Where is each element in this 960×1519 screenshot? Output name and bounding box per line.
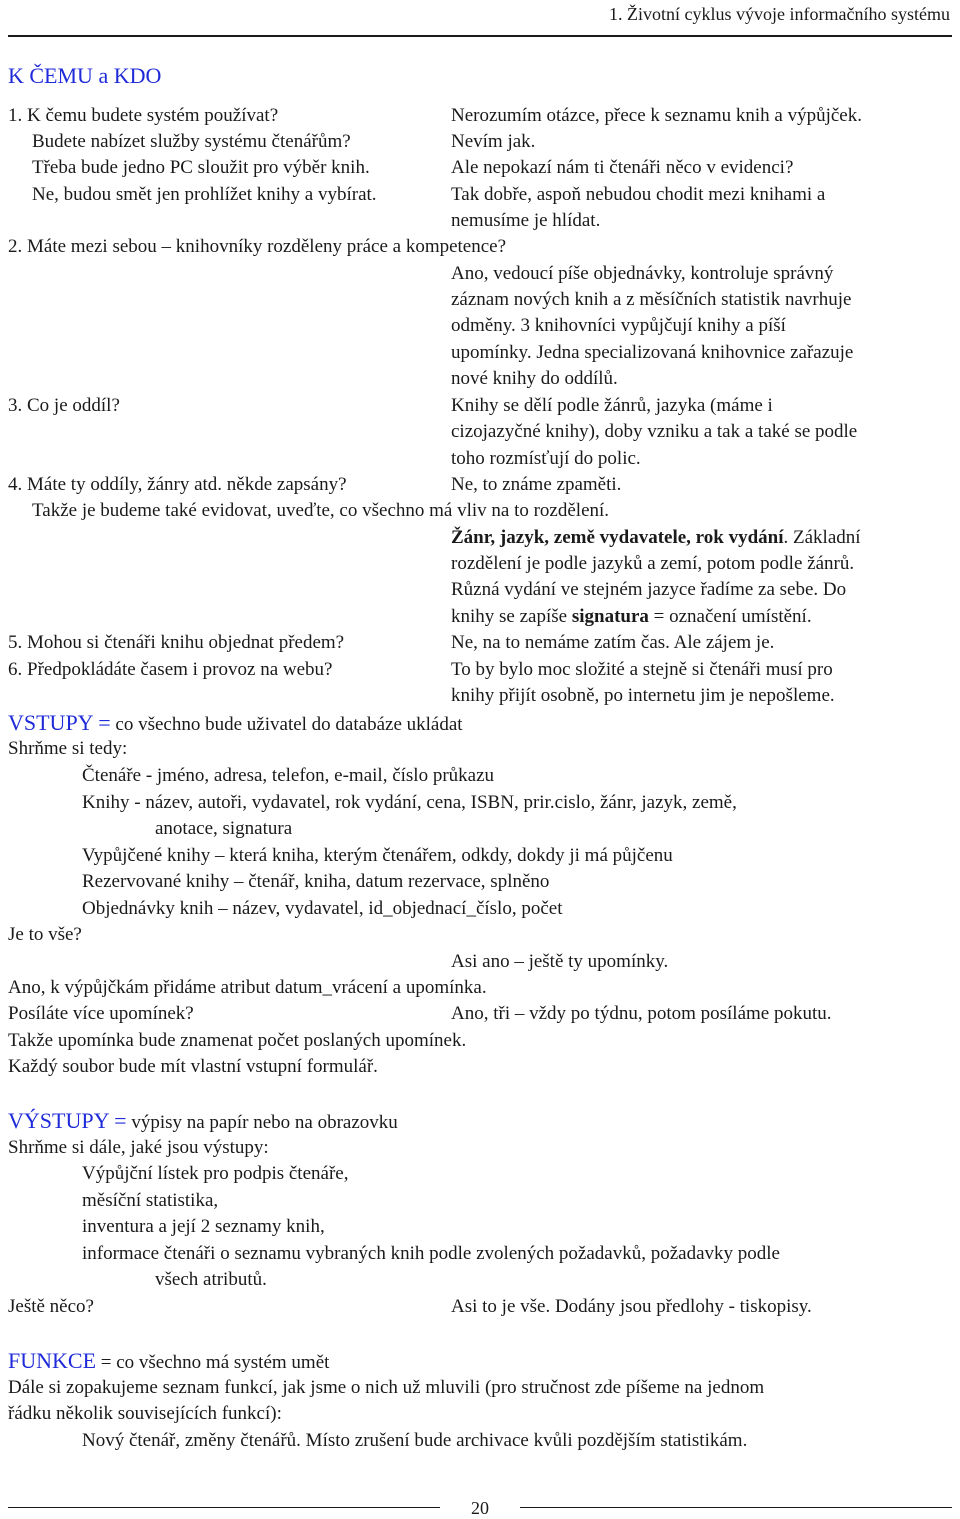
vstupy-answer-upominky: Ano, tři – vždy po týdnu, potom posíláme pokutu. [451,1003,832,1024]
answer-4b-bold: Žánr, jazyk, země vydavatele, rok vydání [451,527,784,548]
answer-6-line1: To by bylo moc složité a stejně si čtenáři musí pro [451,659,833,680]
answer-1: Nerozumím otázce, přece k seznamu knih a výpůjček. [451,105,862,126]
vstupy-item-rezervovane: Rezervované knihy – čtenář, kniha, datum rezervace, splněno [82,871,550,892]
question-1c: Třeba bude jedno PC sloužit pro výběr knih. [32,157,370,178]
question-2: 2. Máte mezi sebou – knihovníky rozděleny práce a kompetence? [8,236,507,257]
answer-3-line2: cizojazyčné knihy), doby vzniku a tak a také se podle [451,421,858,442]
vystupy-description: výpisy na papír nebo na obrazovku [126,1112,398,1133]
question-4b: Takže je budeme také evidovat, uveďte, co všechno má vliv na to rozdělení. [32,500,610,521]
answer-4b-line3: Různá vydání ve stejném jazyce řadíme za sebe. Do [451,579,847,600]
funkce-item-ctenar: Nový čtenář, změny čtenářů. Místo zrušení bude archivace kvůli pozdějším statistikám. [82,1430,748,1451]
question-6: 6. Předpokládáte časem i provoz na webu? [8,659,333,680]
question-5: 5. Mohou si čtenáři knihu objednat předem? [8,632,345,653]
answer-1d-line1: Tak dobře, aspoň nebudou chodit mezi knihami a [451,184,826,205]
section-heading-vstupy [8,711,463,735]
answer-2-line2: záznam nových knih a z měsíčních statistik navrhuje [451,289,852,310]
vstupy-line-upominka: Takže upomínka bude znamenat počet poslaných upomínek. [8,1030,467,1051]
question-1d: Ne, budou smět jen prohlížet knihy a vybírat. [32,184,377,205]
vstupy-item-vypujcene: Vypůjčené knihy – která kniha, kterým čtenářem, odkdy, dokdy ji má půjčenu [82,845,673,866]
header-rule [8,35,952,37]
answer-4b-line1-rest: . Základní [783,527,861,548]
vystupy-intro: Shrňme si dále, jaké jsou výstupy: [8,1137,269,1158]
vystupy-answer: Asi to je vše. Dodány jsou předlohy - tiskopisy. [451,1296,812,1317]
vstupy-description: co všechno bude uživatel do databáze ukládat [110,714,463,735]
answer-3-line3: toho rozmísťují do polic. [451,448,641,469]
question-3: 3. Co je oddíl? [8,395,120,416]
vystupy-label: VÝSTUPY = [8,1108,127,1133]
vystupy-item-statistika: měsíční statistika, [82,1190,219,1211]
question-1: 1. K čemu budete systém používat? [8,105,279,126]
answer-4: Ne, to známe zpaměti. [451,474,622,495]
funkce-line2: řádku několik souvisejících funkcí): [8,1403,282,1424]
section-heading-vystupy [8,1109,398,1133]
vstupy-line-atribut: Ano, k výpůjčkám přidáme atribut datum_vrácení a upomínka. [8,977,487,998]
answer-5: Ne, na to nemáme zatím čas. Ale zájem je. [451,632,775,653]
answer-2-line4: upomínky. Jedna specializovaná knihovnice zařazuje [451,342,854,363]
answer-1c: Ale nepokazí nám ti čtenáři něco v evidenci? [451,157,794,178]
vstupy-question-upominky: Posíláte více upomínek? [8,1003,194,1024]
vstupy-item-knihy-line1: Knihy - název, autoři, vydavatel, rok vydání, cena, ISBN, prir.cislo, žánr, jazyk, země, [82,792,737,813]
vstupy-answer: Asi ano – ještě ty upomínky. [451,951,669,972]
answer-4b-line4-post: = označení umístění. [648,606,812,627]
funkce-description: = co všechno má systém umět [96,1352,330,1373]
vystupy-item-inventura: inventura a její 2 seznamy knih, [82,1216,325,1237]
answer-4b-line2: rozdělení je podle jazyků a zemí, potom podle žánrů. [451,553,855,574]
section-heading-k-cemu-a-kdo: K ČEMU a KDO [8,63,162,88]
answer-2-line1: Ano, vedoucí píše objednávky, kontroluje správný [451,263,834,284]
answer-4b-line1 [451,526,861,550]
answer-3-line1: Knihy se dělí podle žánrů, jazyka (máme i [451,395,773,416]
vystupy-item-informace-line2: všech atributů. [155,1269,267,1290]
question-1b: Budete nabízet služby systému čtenářům? [32,131,351,152]
vstupy-item-knihy-line2: anotace, signatura [155,818,293,839]
answer-6-line2: knihy přijít osobně, po internetu jim je nepošleme. [451,685,835,706]
answer-4b-line4-pre: knihy se zapíše [451,606,572,627]
answer-1b: Nevím jak. [451,131,536,152]
running-header: 1. Životní cyklus vývoje informačního systému [609,4,950,24]
answer-4b-line4 [451,605,812,629]
vstupy-intro: Shrňme si tedy: [8,738,128,759]
vystupy-item-informace-line1: informace čtenáři o seznamu vybraných knih podle zvolených požadavků, požadavky podle [82,1243,780,1264]
funkce-label: FUNKCE [8,1348,97,1373]
page-number: 20 [471,1498,489,1518]
funkce-line1: Dále si zopakujeme seznam funkcí, jak jsme o nich už mluvili (pro stručnost zde píšeme na jednom [8,1377,765,1398]
signatura-term: signatura [571,606,649,627]
vstupy-label: VSTUPY = [8,710,111,735]
vystupy-item-listek: Výpůjční lístek pro podpis čtenáře, [82,1163,349,1184]
vstupy-item-ctenare: Čtenáře - jméno, adresa, telefon, e-mail, číslo průkazu [82,765,495,786]
vstupy-item-objednavky: Objednávky knih – název, vydavatel, id_objednací_číslo, počet [82,898,563,919]
answer-2-line5: nové knihy do oddílů. [451,368,618,389]
section-heading-funkce [8,1349,329,1373]
answer-2-line3: odměny. 3 knihovníci vypůjčují knihy a píší [451,315,786,336]
vstupy-line-formular: Každý soubor bude mít vlastní vstupní formulář. [8,1056,378,1077]
answer-1d-line2: nemusíme je hlídat. [451,210,601,231]
question-4: 4. Máte ty oddíly, žánry atd. někde zapsány? [8,474,347,495]
vstupy-question: Je to vše? [8,924,82,945]
vystupy-question: Ještě něco? [8,1296,94,1317]
